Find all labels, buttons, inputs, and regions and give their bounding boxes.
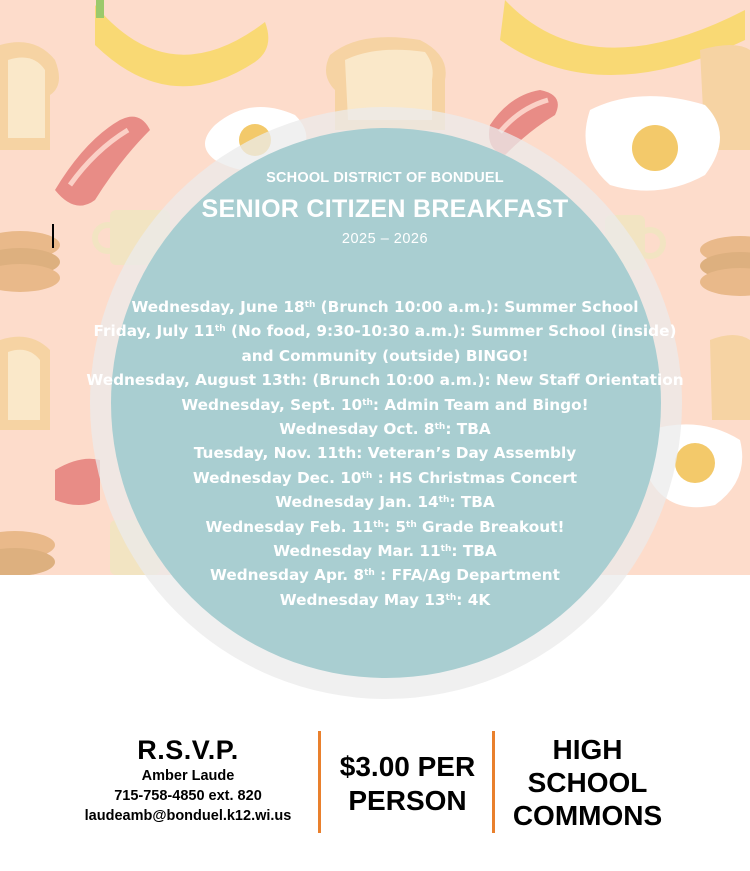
event-text: : 4K xyxy=(456,590,491,609)
school-year: 2025 – 2026 xyxy=(341,231,429,247)
event-text: Wednesday, August 13th: (Brunch 10:00 a.m.): New Staff Orientation xyxy=(86,371,684,390)
event-item xyxy=(80,588,690,612)
price-line: $3.00 PER xyxy=(339,751,476,782)
event-text: Wednesday, Sept. 10 xyxy=(181,395,363,414)
event-text: Wednesday Dec. 10 xyxy=(192,468,362,487)
rsvp-email: laudeamb@bonduel.k12.wi.us xyxy=(84,808,292,824)
event-text: Wednesday Feb. 11 xyxy=(205,517,374,536)
event-item xyxy=(80,563,690,587)
event-text: Wednesday Jan. 14 xyxy=(275,493,439,512)
event-item xyxy=(80,295,690,319)
toast-icon xyxy=(710,335,750,420)
ordinal-suffix: th xyxy=(373,519,384,530)
banana-icon xyxy=(95,0,268,86)
toast-icon xyxy=(0,337,50,430)
price-info xyxy=(330,750,485,818)
ordinal-suffix: th xyxy=(364,568,375,579)
pancake-icon xyxy=(0,531,55,575)
ordinal-suffix: th xyxy=(445,592,457,603)
event-text: Wednesday Mar. 11 xyxy=(273,542,441,561)
event-text: Wednesday Oct. 8 xyxy=(279,420,435,439)
ordinal-suffix: th xyxy=(434,422,446,433)
page-title: SENIOR CITIZEN BREAKFAST xyxy=(201,195,569,223)
location-line: HIGH xyxy=(552,734,623,765)
ordinal-suffix: th xyxy=(440,544,452,555)
ordinal-suffix: th xyxy=(214,324,226,335)
pancake-icon xyxy=(0,231,60,292)
event-text: : TBA xyxy=(451,542,497,561)
event-schedule-list xyxy=(80,295,690,612)
event-item xyxy=(80,393,690,417)
event-item xyxy=(80,417,690,441)
event-item xyxy=(80,515,690,539)
ordinal-suffix: th xyxy=(438,495,450,506)
event-text: Wednesday, June 18 xyxy=(131,298,305,316)
text-cursor xyxy=(52,224,54,248)
footer-divider xyxy=(318,731,321,833)
event-text: : TBA xyxy=(445,420,491,439)
event-text: Wednesday Apr. 8 xyxy=(210,566,365,585)
district-name: SCHOOL DISTRICT OF BONDUEL xyxy=(266,170,504,186)
event-item xyxy=(80,319,690,368)
ordinal-suffix: th xyxy=(361,470,373,481)
location-line: COMMONS xyxy=(512,800,663,831)
price-line: PERSON xyxy=(348,785,467,816)
event-text: (Brunch 10:00 a.m.): Summer School xyxy=(315,298,639,316)
rsvp-contact-name: Amber Laude xyxy=(141,768,235,784)
event-item xyxy=(80,466,690,490)
event-text: Wednesday May 13 xyxy=(279,590,446,609)
event-text: (No food, 9:30-10:30 a.m.): Summer School (inside) and Community (outside) BINGO! xyxy=(225,322,677,365)
event-item xyxy=(80,368,690,392)
event-text: Friday, July 11 xyxy=(93,322,215,341)
event-item xyxy=(80,441,690,465)
event-text: Tuesday, Nov. 11th: Veteran’s Day Assembly xyxy=(193,444,577,463)
bacon-icon xyxy=(55,117,150,206)
event-text: Grade Breakout! xyxy=(416,517,565,536)
event-text: : 5 xyxy=(383,517,407,536)
ordinal-suffix: th xyxy=(362,397,373,408)
ordinal-suffix: th xyxy=(406,519,417,530)
event-item xyxy=(80,539,690,563)
event-item xyxy=(80,490,690,514)
ordinal-suffix: th xyxy=(304,300,316,310)
footer-divider xyxy=(492,731,495,833)
event-text: : TBA xyxy=(449,493,495,512)
pancake-icon xyxy=(700,236,750,296)
location-line: SCHOOL xyxy=(527,767,648,798)
rsvp-phone: 715-758-4850 ext. 820 xyxy=(114,788,262,804)
location-info xyxy=(500,733,675,832)
event-text: : HS Christmas Concert xyxy=(372,468,578,487)
toast-icon xyxy=(0,42,59,150)
rsvp-heading: R.S.V.P. xyxy=(137,735,239,765)
event-text: : FFA/Ag Department xyxy=(374,566,560,585)
event-text: : Admin Team and Bingo! xyxy=(372,395,589,414)
